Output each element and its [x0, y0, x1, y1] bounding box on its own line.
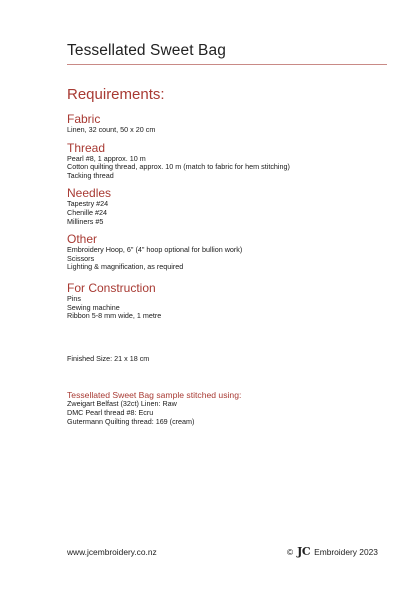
section-heading: For Construction	[67, 280, 156, 295]
finished-size: Finished Size: 21 x 18 cm	[67, 353, 150, 363]
section-heading: Thread	[67, 140, 106, 155]
list-item: Gutermann Quilting thread: 169 (cream)	[67, 416, 195, 426]
list-item: DMC Pearl thread #8: Ecru	[67, 407, 154, 417]
section-construction	[67, 282, 387, 321]
list-item: Linen, 32 count, 50 x 20 cm	[67, 125, 156, 134]
section-heading: Fabric	[67, 112, 101, 126]
document-body	[67, 86, 387, 426]
list-item: Scissors	[67, 253, 95, 263]
list-item: Cotton quilting thread, approx. 10 m (match to fabric for hem stitching)	[67, 162, 290, 172]
section-thread	[67, 142, 387, 181]
section-fabric	[67, 113, 387, 135]
list-item: Sewing machine	[67, 302, 120, 312]
list-item: Tapestry #24	[67, 199, 109, 209]
section-heading: Needles	[67, 186, 112, 201]
list-item: Lighting & magnification, as required	[67, 262, 184, 272]
footer-website: www.jcembroidery.co.nz	[67, 547, 157, 557]
list-item: Embroidery Hoop, 6" (4" hoop optional for bullion work)	[67, 245, 243, 255]
requirements-heading: Requirements:	[67, 86, 165, 103]
list-item: Ribbon 5-8 mm wide, 1 metre	[67, 311, 162, 321]
list-item: Pins	[67, 293, 81, 303]
list-item: Pearl #8, 1 approx. 10 m	[67, 153, 146, 163]
section-needles	[67, 187, 387, 226]
title-divider	[67, 64, 387, 65]
list-item: Tacking thread	[67, 170, 114, 180]
section-heading: Other	[67, 232, 98, 247]
list-item: Milliners #5	[67, 216, 104, 226]
sample-section	[67, 390, 387, 426]
brand-text: Embroidery 2023	[314, 546, 378, 557]
page-title: Tessellated Sweet Bag	[67, 42, 226, 59]
jc-logo: JC	[297, 545, 311, 558]
copyright-symbol: ©	[287, 546, 294, 557]
list-item: Zweigart Belfast (32ct) Linen: Raw	[67, 399, 177, 409]
footer-brand	[287, 545, 378, 558]
list-item: Chenille #24	[67, 207, 107, 217]
sample-heading: Tessellated Sweet Bag sample stitched using:	[67, 390, 242, 401]
section-other	[67, 233, 387, 272]
